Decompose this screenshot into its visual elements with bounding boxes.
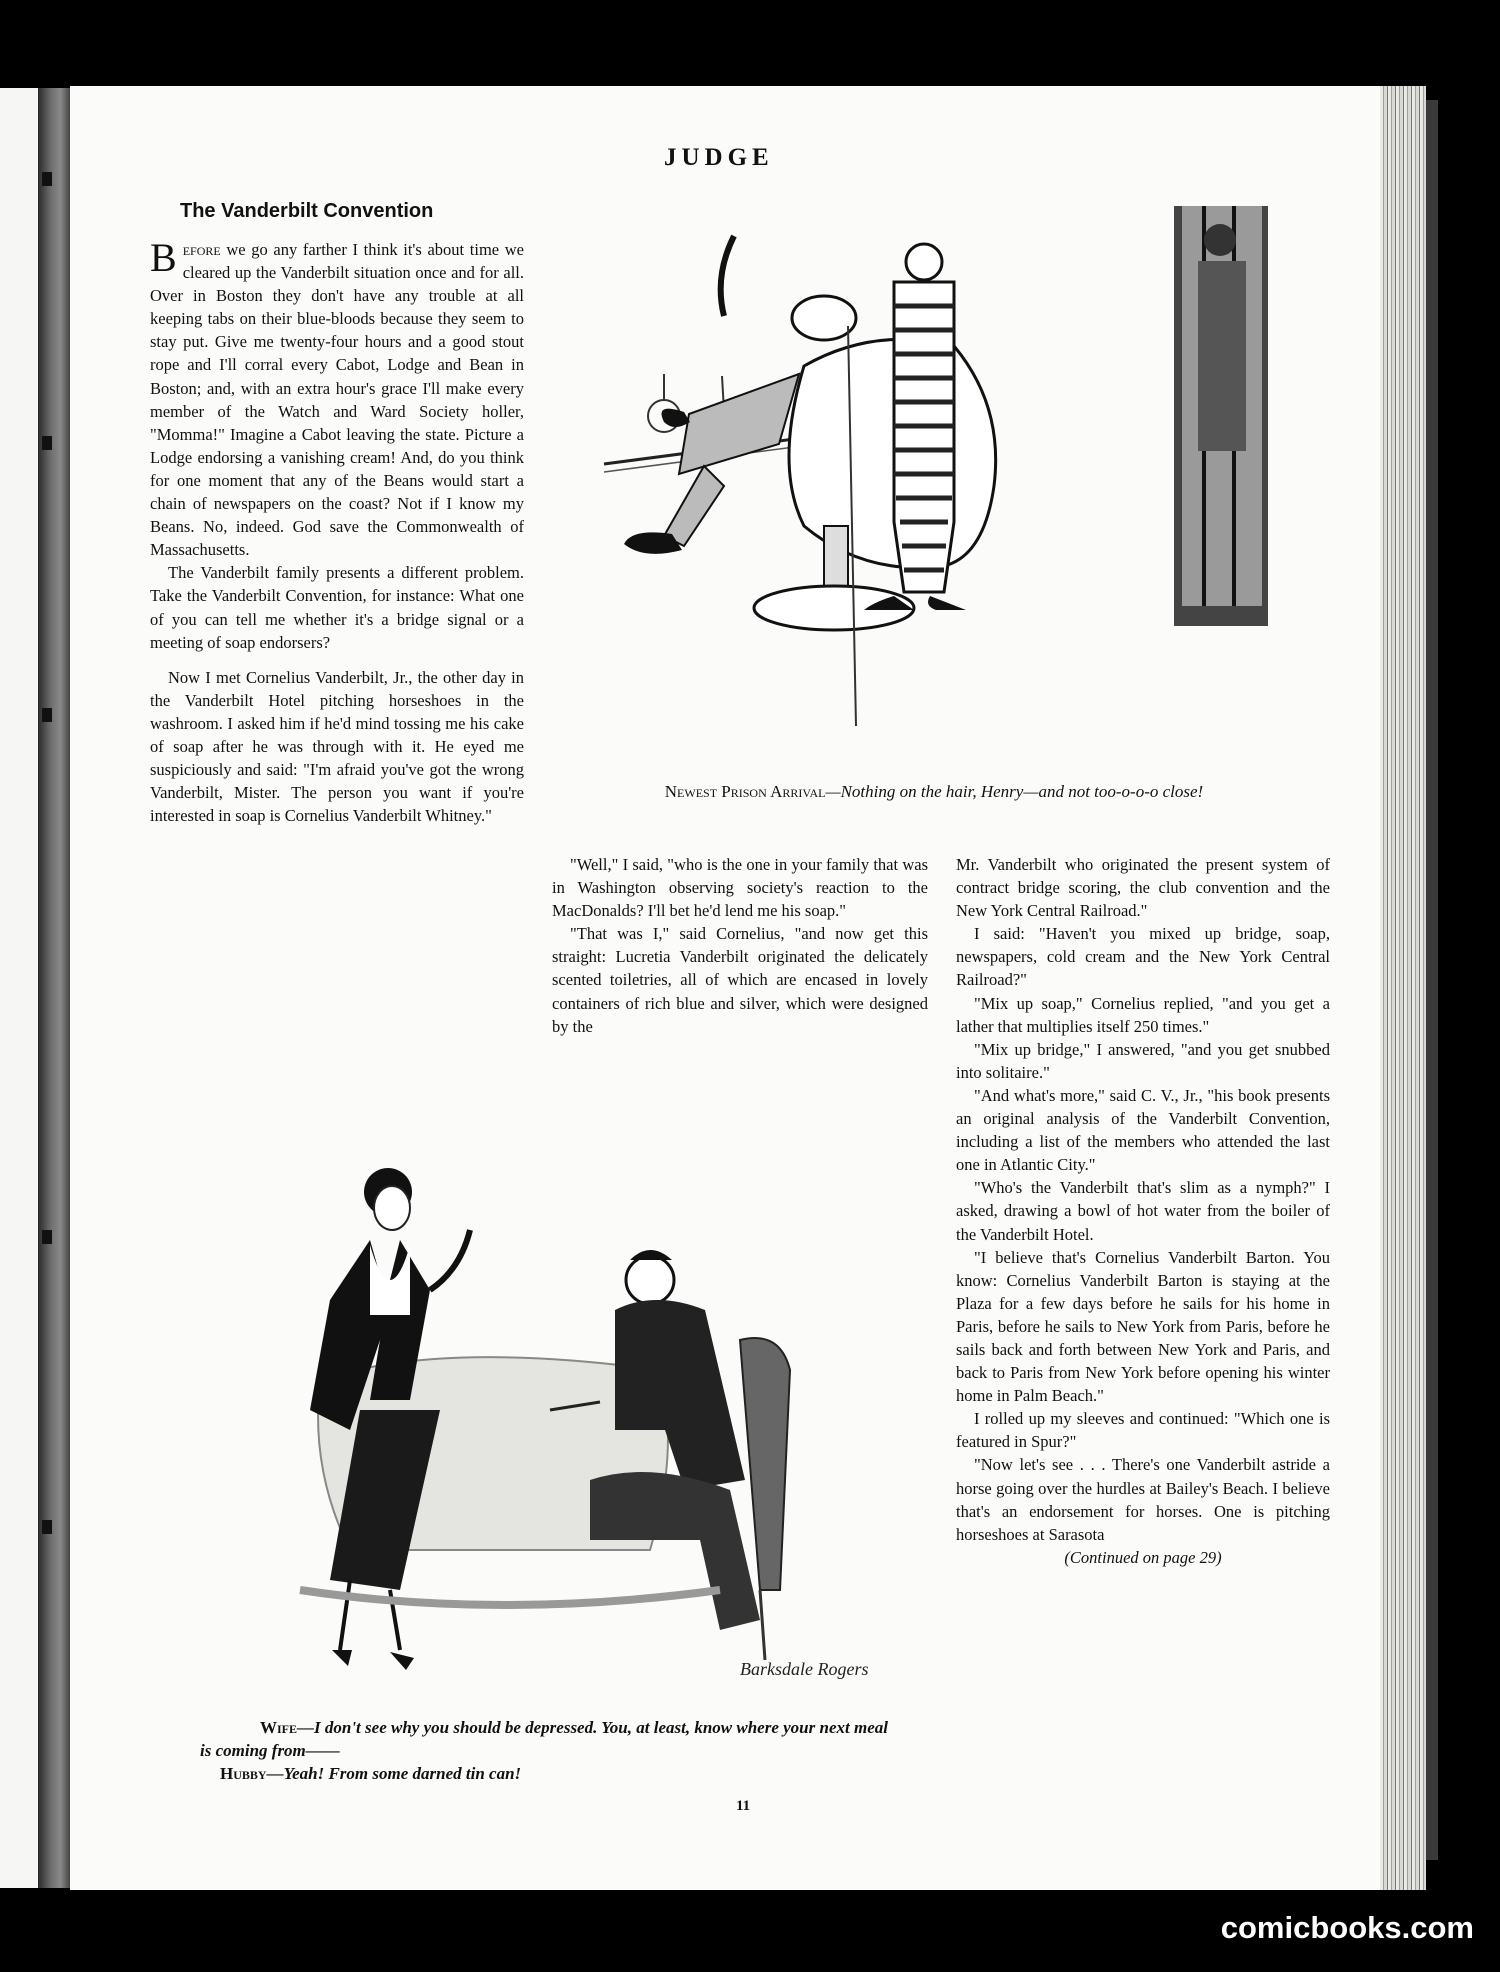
spine-mark: [42, 172, 52, 186]
paragraph: I said: "Haven't you mixed up bridge, soap, newspapers, cold cream and the New York Central Railroad?": [956, 924, 1330, 990]
paragraph: "That was I," said Cornelius, "and now get this straight: Lucretia Vanderbilt originated the delicately scented toiletries, all of which are encased in lovely containers of rich blue and silver, which were designed by the: [552, 924, 928, 1036]
paragraph: Mr. Vanderbilt who originated the present system of contract bridge scoring, the club convention and the New York Central Railroad.": [956, 855, 1330, 921]
paragraph: Now I met Cornelius Vanderbilt, Jr., the other day in the Vanderbilt Hotel pitching horseshoes in the washroom. I asked him if he'd mind tossing me his cake of soap after he was through with it. He eyed me suspiciously and said: "I'm afraid you've got the wrong Vanderbilt, Mister. The person you want if you're interested in soap is Cornelius Vanderbilt Whitney.": [150, 667, 524, 826]
caption-text: —Nothing on the hair, Henry—and not too-o-o-o close!: [825, 782, 1204, 801]
spine-mark: [42, 1520, 52, 1534]
caption-label: Newest Prison Arrival: [664, 782, 826, 801]
caption-label-hubby: Hubby: [220, 1764, 267, 1783]
page-number: 11: [736, 1798, 751, 1814]
paragraph: I rolled up my sleeves and continued: "Which one is featured in Spur?": [956, 1409, 1330, 1452]
text-column-3: [956, 853, 1330, 1569]
magazine-title: JUDGE: [664, 144, 774, 171]
spine-mark: [42, 708, 52, 722]
artist-signature: Barksdale Rogers: [740, 1659, 869, 1679]
paragraph: "Mix up bridge," I answered, "and you get snubbed into solitaire.": [956, 1039, 1330, 1082]
spine-mark: [42, 1230, 52, 1244]
drop-cap: B: [150, 235, 177, 280]
page-edges: [1380, 86, 1426, 1890]
paragraph: "I believe that's Cornelius Vanderbilt Barton. You know: Cornelius Vanderbilt Barton is staying at the Plaza for a few days before he sails for his home in Paris, before he sails to New York from Paris, before he sails back and forth between New York and Paris, and back to Paris from New York before opening his winter home in Palm Beach.": [956, 1247, 1330, 1406]
spine-mark: [42, 436, 52, 450]
wife-hubby-cartoon: [220, 1150, 900, 1690]
paragraph: "Who's the Vanderbilt that's slim as a nymph?" I asked, drawing a bowl of hot water from the boiler of the Vanderbilt Hotel.: [956, 1178, 1330, 1244]
caption-text-wife: —I don't see why you should be depressed. You, at least, know where your next meal is coming from——: [200, 1718, 888, 1760]
paragraph: "Now let's see . . . There's one Vanderbilt astride a horse going over the hurdles at Bailey's Beach. I believe that's an endorsement for horses. One is pitching horseshoes at Sarasota: [956, 1455, 1330, 1544]
caption-label-wife: Wife: [260, 1718, 298, 1737]
text-column-1: [150, 235, 524, 827]
paragraph: "Well," I said, "who is the one in your family that was in Washington observing society's reaction to the MacDonalds? I'll bet he'd lend me his soap.": [552, 855, 928, 921]
small-caps-lead: efore: [182, 240, 221, 259]
prison-cartoon-caption: [604, 780, 1264, 803]
paragraph: "Mix up soap," Cornelius replied, "and you get a lather that multiplies itself 250 times.": [956, 993, 1330, 1036]
paragraph: "And what's more," said C. V., Jr., "his book presents an original analysis of the Vanderbilt Convention, including a list of the members who attended the last one in Atlantic City.": [956, 1085, 1330, 1175]
paragraph: [150, 235, 524, 561]
continued-notice: (Continued on page 29): [1064, 1547, 1222, 1567]
wife-hubby-caption: [200, 1716, 900, 1785]
paragraph-text: we go any farther I think it's about time we cleared up the Vanderbilt situation once and for all. Over in Boston they don't have any trouble at all keeping tabs on their blue-bloods because they seem to stay put. Give me twenty-four hours and a good stout rope and I'll corral every Cabot, Lodge and Bean in Boston; and, with an extra hour's grace I'll make every member of the Watch and Ward Society holler, "Momma!" Imagine a Cabot leaving the state. Picture a Lodge endorsing a vanishing cream! And, do you think for one moment that any of the Beans would start a chain of newspapers on the coast? Not if I know my Beans. No, indeed. God save the Commonwealth of Massachusetts.: [150, 240, 524, 560]
watermark: comicbooks.com: [1220, 1910, 1474, 1945]
paragraph: The Vanderbilt family presents a different problem. Take the Vanderbilt Convention, for instance: What one of you can tell me whether it's a bridge signal or a meeting of soap endorsers?: [150, 563, 524, 652]
left-page-spine: [0, 88, 70, 1888]
article-title: The Vanderbilt Convention: [180, 200, 434, 222]
text-column-2: [552, 853, 928, 1038]
prison-barber-cartoon: [594, 206, 1268, 762]
book-cover-edge: [1426, 100, 1438, 1860]
caption-text-hubby: —Yeah! From some darned tin can!: [266, 1764, 522, 1783]
